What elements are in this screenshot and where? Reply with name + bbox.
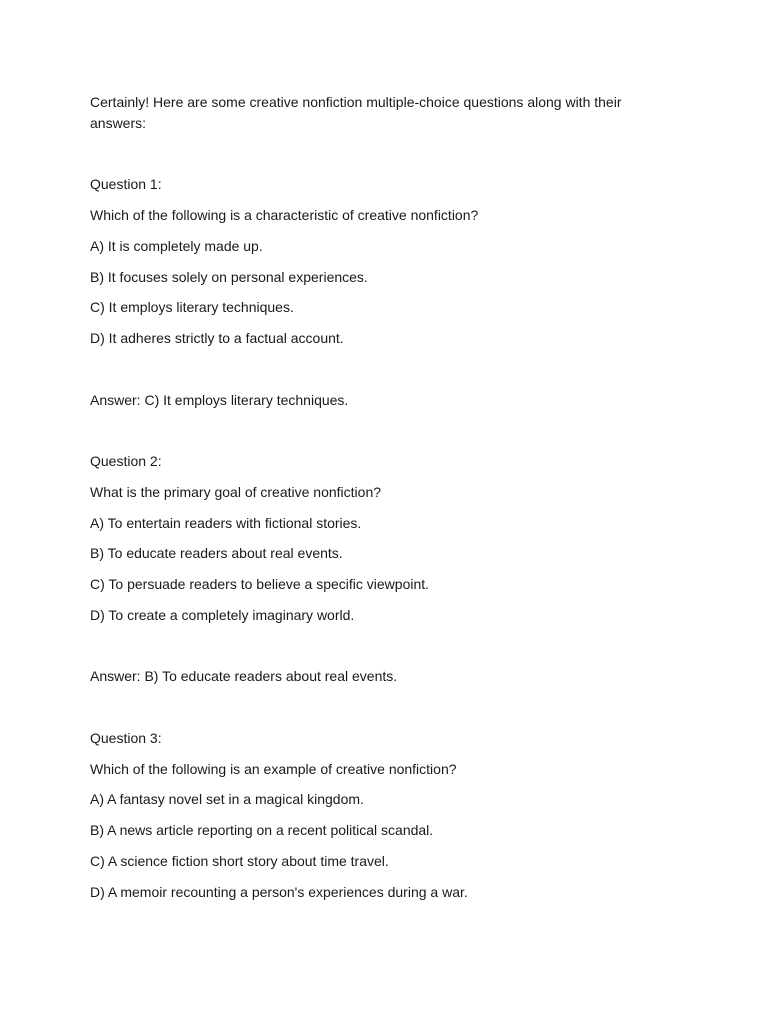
question-1-option-c: C) It employs literary techniques. bbox=[90, 299, 294, 315]
question-3-prompt: Which of the following is an example of creative nonfiction? bbox=[90, 761, 457, 777]
question-2-option-a: A) To entertain readers with fictional stories. bbox=[90, 515, 362, 531]
question-2-answer: Answer: B) To educate readers about real events. bbox=[90, 668, 398, 684]
question-3-option-b: B) A news article reporting on a recent political scandal. bbox=[90, 822, 434, 838]
question-1-option-b: B) It focuses solely on personal experiences. bbox=[90, 269, 368, 285]
question-3-heading: Question 3: bbox=[90, 730, 162, 746]
intro-paragraph: Certainly! Here are some creative nonfiction multiple-choice questions along with their answers: bbox=[90, 94, 622, 131]
question-1-heading: Question 1: bbox=[90, 176, 162, 192]
question-1-option-a: A) It is completely made up. bbox=[90, 238, 263, 254]
question-3-option-c: C) A science fiction short story about time travel. bbox=[90, 853, 389, 869]
question-2-option-d: D) To create a completely imaginary world. bbox=[90, 607, 355, 623]
question-3-option-a: A) A fantasy novel set in a magical kingdom. bbox=[90, 791, 364, 807]
question-1-option-d: D) It adheres strictly to a factual account. bbox=[90, 330, 344, 346]
question-2-option-c: C) To persuade readers to believe a specific viewpoint. bbox=[90, 576, 430, 592]
question-2-heading: Question 2: bbox=[90, 453, 162, 469]
question-1-prompt: Which of the following is a characteristic of creative nonfiction? bbox=[90, 207, 479, 223]
question-1-answer: Answer: C) It employs literary techniques. bbox=[90, 392, 349, 408]
question-2-prompt: What is the primary goal of creative nonfiction? bbox=[90, 484, 382, 500]
question-2-option-b: B) To educate readers about real events. bbox=[90, 545, 343, 561]
question-3-option-d: D) A memoir recounting a person's experiences during a war. bbox=[90, 884, 468, 900]
